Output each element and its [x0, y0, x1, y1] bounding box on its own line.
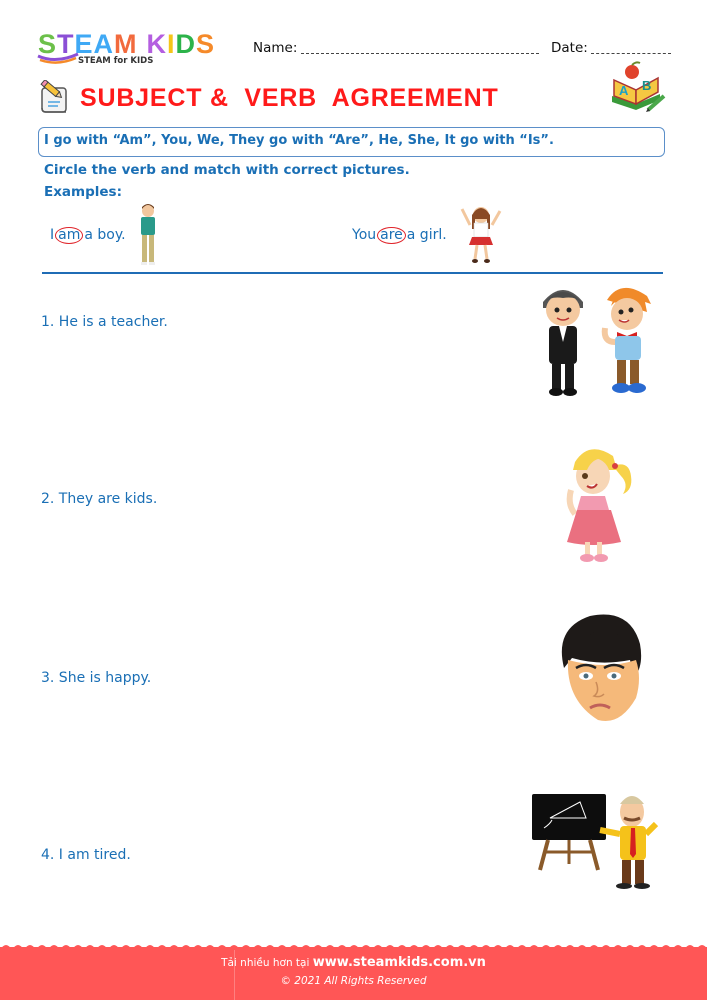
- logo-letter: E: [74, 29, 94, 59]
- question-1[interactable]: 1. He is a teacher.: [41, 314, 168, 330]
- section-divider: [42, 272, 663, 274]
- footer-download-text: [0, 955, 707, 970]
- girl-cheering-icon: [460, 203, 502, 265]
- date-input-line[interactable]: [591, 53, 671, 54]
- examples-label: Examples:: [44, 184, 122, 200]
- page-title: SUBJECT & VERB AGREEMENT: [80, 84, 499, 112]
- boy-icon: [137, 203, 159, 267]
- logo-letter: D: [175, 29, 197, 59]
- name-label: Name:: [253, 40, 298, 56]
- apple-abc-book-icon: [608, 60, 666, 114]
- example-subject: You: [352, 227, 377, 243]
- example-rest: a girl.: [406, 227, 447, 243]
- example-sentence-2: [352, 227, 447, 244]
- logo-letter: M: [114, 29, 138, 59]
- pencil-scroll-icon: [36, 80, 72, 116]
- instruction-text: Circle the verb and match with correct pictures.: [44, 162, 410, 178]
- example-subject: I: [50, 227, 55, 243]
- logo-letter: T: [57, 29, 75, 59]
- example-rest: a boy.: [84, 227, 126, 243]
- rule-text: I go with “Am”, You, We, They go with “Are”, He, She, It go with “Is”.: [44, 133, 554, 148]
- question-3[interactable]: 3. She is happy.: [41, 670, 152, 686]
- name-input-line[interactable]: [301, 53, 539, 54]
- footer-copyright: © 2021 All Rights Reserved: [280, 975, 427, 987]
- logo-tagline: STEAM for KIDS: [78, 56, 154, 66]
- tired-man-face-icon[interactable]: [550, 612, 645, 730]
- logo-letter: A: [93, 29, 115, 59]
- circled-verb[interactable]: are: [377, 227, 406, 244]
- date-label: Date:: [551, 40, 588, 56]
- logo-letter: K: [146, 29, 168, 59]
- teacher-blackboard-icon[interactable]: [528, 788, 666, 892]
- logo-letter: S: [38, 29, 58, 59]
- logo-letter: I: [167, 29, 176, 59]
- footer-site-link[interactable]: www.steamkids.com.vn: [312, 955, 486, 970]
- svg-text:B: B: [642, 78, 652, 93]
- svg-text:A: A: [619, 83, 629, 98]
- two-boys-icon[interactable]: [535, 280, 665, 400]
- question-4[interactable]: 4. I am tired.: [41, 847, 131, 863]
- girl-pink-dress-icon[interactable]: [555, 440, 640, 565]
- circled-verb[interactable]: am: [55, 227, 83, 244]
- question-2[interactable]: 2. They are kids.: [41, 491, 158, 507]
- footer-prefix: Tải nhiều hơn tại: [221, 957, 313, 969]
- example-sentence-1: [50, 227, 126, 244]
- logo-letter: S: [196, 29, 216, 59]
- logo-swoosh-icon: [36, 52, 80, 66]
